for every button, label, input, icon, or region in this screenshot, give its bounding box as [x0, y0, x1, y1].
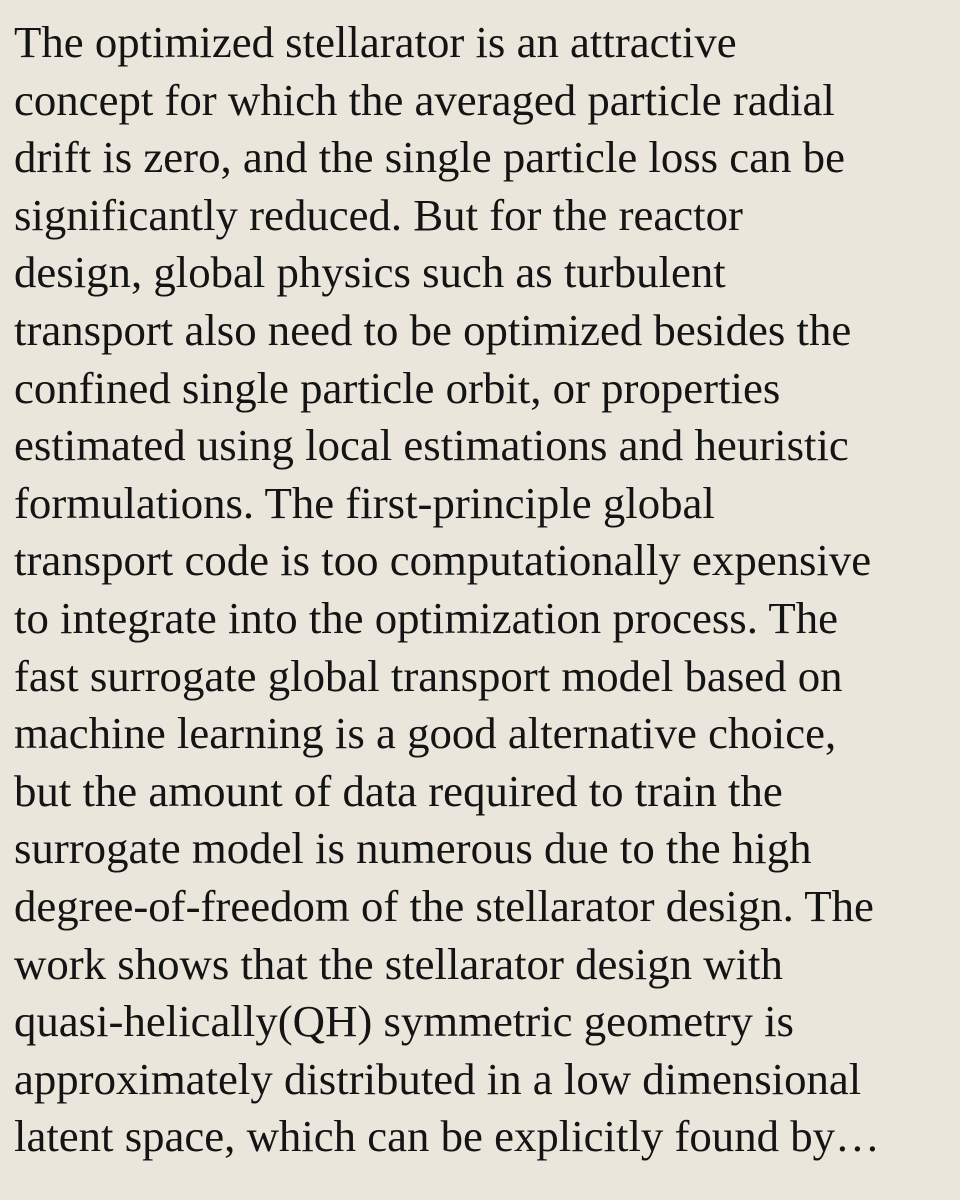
abstract-line: work shows that the stellarator design with	[14, 938, 783, 989]
abstract-line: The optimized stellarator is an attractive	[14, 17, 737, 67]
abstract-line: concept for which the averaged particle radial	[14, 74, 835, 125]
abstract-text	[14, 14, 960, 1166]
abstract-line: formulations. The first-principle global	[14, 477, 715, 528]
abstract-line: quasi-helically(QH) symmetric geometry is	[14, 996, 794, 1047]
abstract-line: transport also need to be optimized besides the	[14, 304, 852, 355]
abstract-line: transport code is too computationally expensive	[14, 535, 872, 586]
abstract-line: drift is zero, and the single particle loss can be	[14, 132, 845, 183]
abstract-line: degree-of-freedom of the stellarator design. The	[14, 880, 874, 931]
abstract-line: approximately distributed in a low dimensional	[14, 1053, 862, 1104]
abstract-line: surrogate model is numerous due to the high	[14, 823, 812, 874]
abstract-line: machine learning is a good alternative choice,	[14, 708, 837, 759]
abstract-line: design, global physics such as turbulent	[14, 247, 726, 298]
abstract-line: fast surrogate global transport model based on	[14, 650, 843, 701]
abstract-line: estimated using local estimations and heuristic	[14, 420, 849, 471]
abstract-line: but the amount of data required to train the	[14, 765, 783, 816]
abstract-line: latent space, which can be explicitly found by…	[14, 1111, 880, 1162]
abstract-line: to integrate into the optimization process. The	[14, 592, 838, 643]
abstract-line: confined single particle orbit, or properties	[14, 362, 781, 413]
abstract-line: significantly reduced. But for the reactor	[14, 189, 743, 240]
